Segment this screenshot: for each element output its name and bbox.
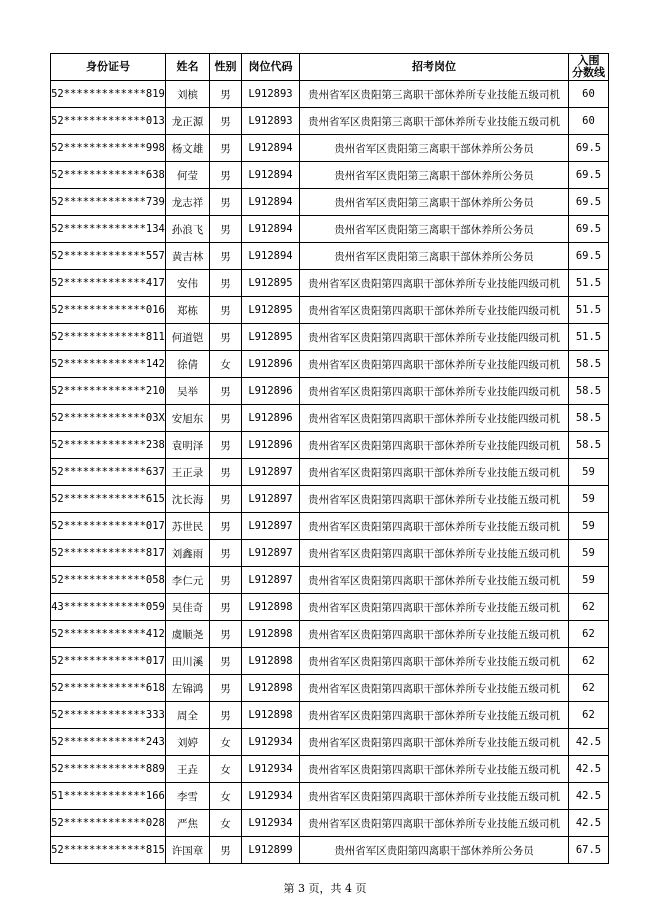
cell-post: 贵州省军区贵阳第四离职干部休养所专业技能五级司机 <box>300 594 569 621</box>
cell-score: 67.5 <box>569 837 609 864</box>
header-row <box>51 54 609 81</box>
cell-name: 孙浪飞 <box>166 216 210 243</box>
cell-score: 42.5 <box>569 810 609 837</box>
cell-name: 何莹 <box>166 162 210 189</box>
cell-id: 52*************017 <box>51 513 166 540</box>
cell-name: 沈长海 <box>166 486 210 513</box>
cell-gender: 男 <box>210 594 242 621</box>
cell-post: 贵州省军区贵阳第三离职干部休养所公务员 <box>300 243 569 270</box>
cell-name: 龙志祥 <box>166 189 210 216</box>
cell-id: 51*************166 <box>51 783 166 810</box>
cell-name: 黄吉林 <box>166 243 210 270</box>
cell-gender: 男 <box>210 432 242 459</box>
cell-name: 袁明泽 <box>166 432 210 459</box>
cell-post: 贵州省军区贵阳第四离职干部休养所专业技能四级司机 <box>300 351 569 378</box>
cell-post: 贵州省军区贵阳第四离职干部休养所专业技能五级司机 <box>300 459 569 486</box>
cell-gender: 男 <box>210 270 242 297</box>
header-score-line1: 入围 <box>577 54 600 67</box>
cell-name: 田川溪 <box>166 648 210 675</box>
table-row <box>51 513 609 540</box>
cell-code: L912896 <box>242 405 300 432</box>
cell-post: 贵州省军区贵阳第四离职干部休养所专业技能四级司机 <box>300 432 569 459</box>
cell-gender: 男 <box>210 162 242 189</box>
cell-score: 59 <box>569 567 609 594</box>
cell-id: 52*************058 <box>51 567 166 594</box>
cell-gender: 男 <box>210 567 242 594</box>
cell-post: 贵州省军区贵阳第四离职干部休养所专业技能五级司机 <box>300 729 569 756</box>
cell-gender: 男 <box>210 675 242 702</box>
cell-post: 贵州省军区贵阳第三离职干部休养所专业技能五级司机 <box>300 81 569 108</box>
cell-name: 左锦鸿 <box>166 675 210 702</box>
cell-id: 52*************637 <box>51 459 166 486</box>
cell-post: 贵州省军区贵阳第四离职干部休养所专业技能五级司机 <box>300 810 569 837</box>
table-row <box>51 729 609 756</box>
cell-score: 62 <box>569 675 609 702</box>
cell-code: L912893 <box>242 108 300 135</box>
cell-code: L912897 <box>242 567 300 594</box>
table-row <box>51 567 609 594</box>
table-row <box>51 243 609 270</box>
cell-code: L912897 <box>242 459 300 486</box>
table-row <box>51 189 609 216</box>
cell-code: L912895 <box>242 297 300 324</box>
cell-gender: 男 <box>210 486 242 513</box>
cell-name: 刘鑫雨 <box>166 540 210 567</box>
cell-name: 龙正源 <box>166 108 210 135</box>
header-code: 岗位代码 <box>242 54 300 81</box>
cell-code: L912895 <box>242 270 300 297</box>
table-row <box>51 783 609 810</box>
cell-name: 周全 <box>166 702 210 729</box>
cell-gender: 男 <box>210 81 242 108</box>
cell-id: 52*************815 <box>51 837 166 864</box>
header-score <box>569 54 609 81</box>
cell-gender: 男 <box>210 405 242 432</box>
cell-score: 42.5 <box>569 756 609 783</box>
cell-score: 51.5 <box>569 297 609 324</box>
cell-score: 42.5 <box>569 783 609 810</box>
cell-gender: 女 <box>210 756 242 783</box>
cell-gender: 女 <box>210 783 242 810</box>
cell-code: L912896 <box>242 351 300 378</box>
cell-name: 吴佳奇 <box>166 594 210 621</box>
cell-code: L912893 <box>242 81 300 108</box>
table-row <box>51 135 609 162</box>
cell-post: 贵州省军区贵阳第三离职干部休养所公务员 <box>300 216 569 243</box>
cell-id: 52*************618 <box>51 675 166 702</box>
cell-score: 58.5 <box>569 405 609 432</box>
cell-name: 王正录 <box>166 459 210 486</box>
cell-score: 69.5 <box>569 162 609 189</box>
cell-code: L912897 <box>242 513 300 540</box>
cell-score: 62 <box>569 702 609 729</box>
cell-code: L912895 <box>242 324 300 351</box>
cell-id: 52*************243 <box>51 729 166 756</box>
header-gender: 性别 <box>210 54 242 81</box>
cell-score: 62 <box>569 621 609 648</box>
cell-name: 安伟 <box>166 270 210 297</box>
cell-name: 苏世民 <box>166 513 210 540</box>
cell-score: 59 <box>569 540 609 567</box>
table-row <box>51 432 609 459</box>
cell-post: 贵州省军区贵阳第四离职干部休养所专业技能五级司机 <box>300 486 569 513</box>
page-footer: 第 3 页，共 4 页 <box>283 882 367 895</box>
cell-code: L912934 <box>242 783 300 810</box>
table-row <box>51 108 609 135</box>
cell-code: L912894 <box>242 243 300 270</box>
cell-id: 52*************210 <box>51 378 166 405</box>
cell-name: 严焦 <box>166 810 210 837</box>
table-row <box>51 324 609 351</box>
cell-score: 59 <box>569 486 609 513</box>
cell-post: 贵州省军区贵阳第四离职干部休养所专业技能五级司机 <box>300 621 569 648</box>
cell-name: 安旭东 <box>166 405 210 432</box>
table-body <box>51 81 609 864</box>
cell-code: L912898 <box>242 621 300 648</box>
cell-id: 52*************013 <box>51 108 166 135</box>
cell-name: 刘婷 <box>166 729 210 756</box>
cell-gender: 男 <box>210 243 242 270</box>
cell-score: 59 <box>569 459 609 486</box>
cell-name: 虞顺尧 <box>166 621 210 648</box>
cell-code: L912898 <box>242 648 300 675</box>
cell-gender: 男 <box>210 324 242 351</box>
cell-code: L912894 <box>242 216 300 243</box>
table-row <box>51 405 609 432</box>
cell-post: 贵州省军区贵阳第四离职干部休养所公务员 <box>300 837 569 864</box>
cell-code: L912897 <box>242 540 300 567</box>
cell-id: 43*************059 <box>51 594 166 621</box>
cell-id: 52*************739 <box>51 189 166 216</box>
cell-gender: 女 <box>210 351 242 378</box>
cell-gender: 男 <box>210 216 242 243</box>
cell-gender: 男 <box>210 513 242 540</box>
cell-gender: 男 <box>210 297 242 324</box>
cell-id: 52*************811 <box>51 324 166 351</box>
cell-code: L912934 <box>242 756 300 783</box>
cell-code: L912899 <box>242 837 300 864</box>
cell-post: 贵州省军区贵阳第三离职干部休养所公务员 <box>300 189 569 216</box>
cell-score: 62 <box>569 594 609 621</box>
table-row <box>51 594 609 621</box>
cell-score: 69.5 <box>569 243 609 270</box>
cell-id: 52*************412 <box>51 621 166 648</box>
table-row <box>51 486 609 513</box>
cell-gender: 男 <box>210 837 242 864</box>
table-row <box>51 459 609 486</box>
cell-id: 52*************333 <box>51 702 166 729</box>
cell-id: 52*************03X <box>51 405 166 432</box>
cell-score: 62 <box>569 648 609 675</box>
table-row <box>51 351 609 378</box>
cell-id: 52*************889 <box>51 756 166 783</box>
cell-code: L912898 <box>242 594 300 621</box>
cell-gender: 男 <box>210 621 242 648</box>
cell-name: 徐倩 <box>166 351 210 378</box>
cell-post: 贵州省军区贵阳第四离职干部休养所专业技能五级司机 <box>300 675 569 702</box>
cell-score: 58.5 <box>569 378 609 405</box>
table-row <box>51 675 609 702</box>
cell-id: 52*************638 <box>51 162 166 189</box>
table-row <box>51 270 609 297</box>
cell-score: 60 <box>569 81 609 108</box>
cell-code: L912897 <box>242 486 300 513</box>
table-row <box>51 810 609 837</box>
cell-code: L912894 <box>242 162 300 189</box>
cell-code: L912896 <box>242 432 300 459</box>
table-row <box>51 297 609 324</box>
cell-name: 吴举 <box>166 378 210 405</box>
cell-code: L912896 <box>242 378 300 405</box>
header-post: 招考岗位 <box>300 54 569 81</box>
table-row <box>51 81 609 108</box>
header-name: 姓名 <box>166 54 210 81</box>
cell-gender: 男 <box>210 702 242 729</box>
cell-id: 52*************017 <box>51 648 166 675</box>
cell-score: 58.5 <box>569 432 609 459</box>
cell-id: 52*************142 <box>51 351 166 378</box>
cell-score: 51.5 <box>569 324 609 351</box>
table-row <box>51 702 609 729</box>
table-row <box>51 216 609 243</box>
results-table <box>50 53 609 864</box>
cell-post: 贵州省军区贵阳第四离职干部休养所专业技能四级司机 <box>300 324 569 351</box>
cell-post: 贵州省军区贵阳第三离职干部休养所专业技能五级司机 <box>300 108 569 135</box>
cell-gender: 男 <box>210 378 242 405</box>
cell-post: 贵州省军区贵阳第四离职干部休养所专业技能五级司机 <box>300 783 569 810</box>
cell-id: 52*************134 <box>51 216 166 243</box>
cell-id: 52*************016 <box>51 297 166 324</box>
header-score-line2: 分数线 <box>572 66 605 79</box>
cell-score: 51.5 <box>569 270 609 297</box>
cell-post: 贵州省军区贵阳第三离职干部休养所公务员 <box>300 135 569 162</box>
header-id: 身份证号 <box>51 54 166 81</box>
table-row <box>51 540 609 567</box>
cell-id: 52*************998 <box>51 135 166 162</box>
cell-name: 郑栋 <box>166 297 210 324</box>
cell-id: 52*************557 <box>51 243 166 270</box>
cell-name: 王垚 <box>166 756 210 783</box>
cell-name: 刘槟 <box>166 81 210 108</box>
cell-id: 52*************238 <box>51 432 166 459</box>
cell-name: 许国章 <box>166 837 210 864</box>
cell-code: L912894 <box>242 189 300 216</box>
cell-score: 60 <box>569 108 609 135</box>
table-row <box>51 378 609 405</box>
cell-post: 贵州省军区贵阳第四离职干部休养所专业技能四级司机 <box>300 378 569 405</box>
cell-post: 贵州省军区贵阳第四离职干部休养所专业技能五级司机 <box>300 513 569 540</box>
cell-id: 52*************817 <box>51 540 166 567</box>
cell-id: 52*************615 <box>51 486 166 513</box>
cell-name: 李雪 <box>166 783 210 810</box>
cell-post: 贵州省军区贵阳第四离职干部休养所专业技能五级司机 <box>300 702 569 729</box>
cell-post: 贵州省军区贵阳第四离职干部休养所专业技能四级司机 <box>300 270 569 297</box>
cell-post: 贵州省军区贵阳第四离职干部休养所专业技能四级司机 <box>300 297 569 324</box>
cell-post: 贵州省军区贵阳第四离职干部休养所专业技能五级司机 <box>300 567 569 594</box>
cell-score: 69.5 <box>569 216 609 243</box>
cell-post: 贵州省军区贵阳第四离职干部休养所专业技能五级司机 <box>300 648 569 675</box>
cell-post: 贵州省军区贵阳第四离职干部休养所专业技能五级司机 <box>300 756 569 783</box>
cell-name: 杨文雄 <box>166 135 210 162</box>
cell-id: 52*************028 <box>51 810 166 837</box>
cell-score: 69.5 <box>569 189 609 216</box>
cell-score: 58.5 <box>569 351 609 378</box>
cell-code: L912894 <box>242 135 300 162</box>
table-row <box>51 621 609 648</box>
cell-id: 52*************819 <box>51 81 166 108</box>
cell-gender: 女 <box>210 729 242 756</box>
cell-gender: 男 <box>210 540 242 567</box>
cell-name: 何道铠 <box>166 324 210 351</box>
cell-gender: 男 <box>210 459 242 486</box>
cell-post: 贵州省军区贵阳第三离职干部休养所公务员 <box>300 162 569 189</box>
cell-post: 贵州省军区贵阳第四离职干部休养所专业技能四级司机 <box>300 405 569 432</box>
cell-gender: 男 <box>210 135 242 162</box>
table-row <box>51 837 609 864</box>
table-row <box>51 756 609 783</box>
cell-score: 69.5 <box>569 135 609 162</box>
cell-score: 42.5 <box>569 729 609 756</box>
cell-gender: 男 <box>210 189 242 216</box>
cell-code: L912934 <box>242 729 300 756</box>
cell-gender: 女 <box>210 810 242 837</box>
cell-code: L912898 <box>242 675 300 702</box>
cell-gender: 男 <box>210 648 242 675</box>
cell-code: L912898 <box>242 702 300 729</box>
cell-code: L912934 <box>242 810 300 837</box>
table-row <box>51 162 609 189</box>
cell-id: 52*************417 <box>51 270 166 297</box>
cell-post: 贵州省军区贵阳第四离职干部休养所专业技能五级司机 <box>300 540 569 567</box>
cell-gender: 男 <box>210 108 242 135</box>
table-row <box>51 648 609 675</box>
cell-score: 59 <box>569 513 609 540</box>
cell-name: 李仁元 <box>166 567 210 594</box>
